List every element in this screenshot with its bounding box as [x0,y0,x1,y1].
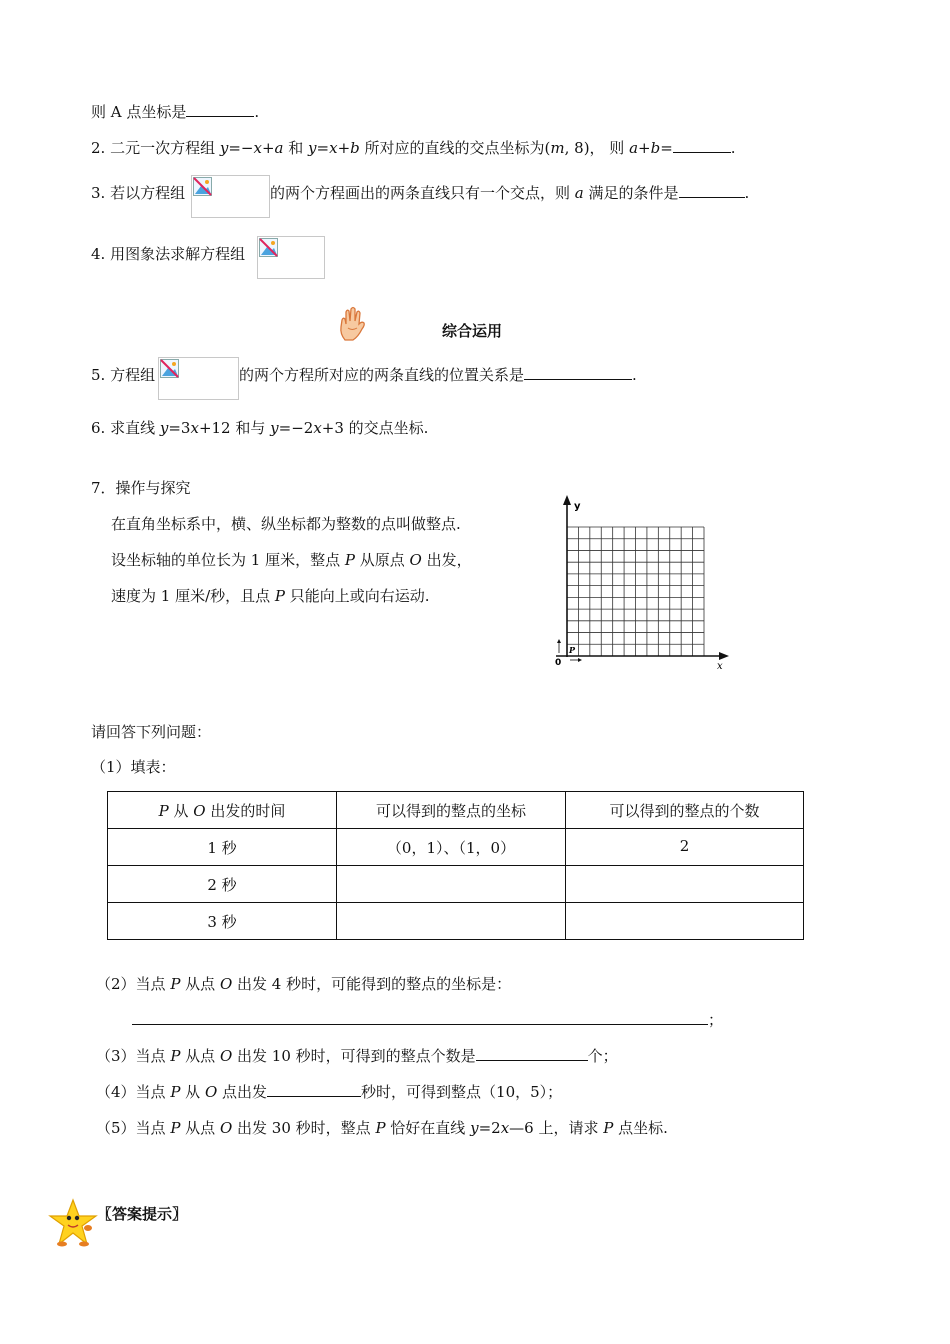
p5-var: O [219,1119,233,1137]
part5-line [96,1118,668,1138]
grid-lines [567,527,704,656]
p2-text: 从点 [180,975,220,993]
header-cell [108,792,337,829]
part2-line [96,974,511,994]
q2-var: y [219,139,229,157]
part2-answer-line [132,1010,723,1030]
q5-text: 的两个方程所对应的两条直线的位置关系是 [239,366,525,384]
broken-image-icon [160,359,180,379]
y-axis-arrow-icon [563,495,571,505]
table-cell[interactable] [566,866,804,903]
q2-text: 所对应的直线的交点坐标为( [359,139,551,157]
p4-blank[interactable] [267,1082,361,1097]
broken-image-icon [193,177,213,197]
p4-text: 从 [180,1083,205,1101]
q2-var: a [629,139,639,157]
hand-icon [336,306,368,342]
table-row [108,829,804,866]
q2-text: + [337,139,351,157]
q6-text: =−2 [278,419,314,437]
section-title: 综合运用 [442,322,503,340]
p5-var: y [470,1119,479,1137]
p3-var: P [170,1047,181,1065]
q6-text: 6. 求直线 [91,419,160,437]
point-p-label: P [569,645,576,655]
part4-line [96,1082,562,1102]
q7-text: 出发， [421,551,472,569]
p5-text: （5）当点 [96,1119,171,1137]
q7-line-1: 在直角坐标系中，横、纵坐标都为整数的点叫做整点. [111,515,461,533]
q1-line: 则 A 点坐标是 . [91,103,260,121]
q2-text: = [660,139,673,157]
right-arrow-head-icon [578,658,582,662]
q3-text: 3. 若以方程组 [91,184,186,202]
p2-var: P [170,975,181,993]
part3-line [96,1046,618,1066]
table-cell[interactable] [566,903,804,940]
q7-text: 速度为 1 厘米/秒，且点 [111,587,275,605]
up-arrow-head-icon [557,639,561,643]
ask-line: 请回答下列问题： [91,723,212,741]
p2-text: 出发 4 秒时，可能得到的整点的坐标是： [232,975,512,993]
p3-var: O [219,1047,233,1065]
p2-blank[interactable] [132,1010,708,1025]
header-text: 出发的时间 [205,802,286,820]
p5-text: 从点 [180,1119,220,1137]
p5-text: —6 上，请求 [509,1119,604,1137]
p5-var: P [603,1119,614,1137]
p2-text: ； [708,1011,724,1029]
q2-var: b [650,139,661,157]
q2-var: x [329,139,338,157]
p5-text: 恰好在直线 [385,1119,471,1137]
q7-var: P [274,587,285,605]
q6-var: y [270,419,279,437]
q7-text: 设坐标轴的单位长为 1 厘米，整点 [111,551,345,569]
q2-text: 和 [283,139,309,157]
header-cell: 可以得到的整点的个数 [566,792,804,829]
p5-text: =2 [478,1119,501,1137]
q3-equation-image [191,175,270,218]
table-cell: 3 秒 [108,903,337,940]
q2-text: + [261,139,275,157]
q7-title: 7．操作与探究 [91,479,191,497]
p4-text: 点出发 [217,1083,268,1101]
table-row [108,903,804,940]
p5-text: 出发 30 秒时，整点 [232,1119,376,1137]
q1-blank[interactable] [186,102,254,117]
q3-var: a [574,184,584,202]
header-cell: 可以得到的整点的坐标 [337,792,566,829]
q7-var: O [409,551,422,569]
p5-var: P [170,1119,181,1137]
p3-text: 出发 10 秒时，可得到的整点个数是 [232,1047,476,1065]
q3-text: 满足的条件是 [583,184,679,202]
table-cell[interactable] [337,903,566,940]
p2-var: O [219,975,233,993]
q5-blank[interactable] [524,365,632,380]
header-text: 从 [168,802,194,820]
q5-line-b: 的两个方程所对应的两条直线的位置关系是 . [239,366,637,384]
p2-text: （2）当点 [96,975,171,993]
q6-text: +3 的交点坐标. [321,419,429,437]
p3-text: （3）当点 [96,1047,171,1065]
q1-text: 则 A 点坐标是 [91,103,187,121]
answer-hint-title: 〖答案提示〗 [97,1205,188,1223]
p4-text: 秒时，可得到整点（10，5）； [361,1083,563,1101]
q2-var: a [274,139,284,157]
coordinate-grid [548,493,738,673]
q6-var: x [313,419,322,437]
q7-line-2 [111,550,472,570]
p3-text: 从点 [180,1047,220,1065]
q7-text: 从原点 [354,551,410,569]
q3-blank[interactable] [679,183,745,198]
answer-table [107,791,804,940]
header-var: P [158,802,169,820]
q2-text: 2. 二元一次方程组 [91,139,220,157]
x-axis-label: x [717,661,723,672]
q2-var: b [350,139,360,157]
star-mascot-icon [48,1198,98,1248]
q2-var: x [253,139,262,157]
p5-text: 点坐标. [613,1119,668,1137]
q6-line [91,418,428,438]
q4-equation-image [257,236,325,279]
q3-line-a [91,183,185,203]
table-cell: （0，1）、（1，0） [337,829,566,866]
p4-text: （4）当点 [96,1083,171,1101]
q4-line [91,244,245,264]
table-cell: 2 秒 [108,866,337,903]
y-axis-label: y [574,501,581,512]
q5-equation-image [158,357,239,400]
q2-text: , 8)， 则 [564,139,630,157]
header-var: O [193,802,206,820]
q5-text: 5. 方程组 [91,366,156,384]
p3-blank[interactable] [476,1046,588,1061]
p4-var: O [204,1083,218,1101]
q2-line: 2. 二元一次方程组 y=−x+a 和 y=x+b 所对应的直线的交点坐标为(m, 8)， 则 a+b= . [91,139,736,157]
q2-text: = [316,139,330,157]
p5-var: P [375,1119,386,1137]
broken-image-icon [259,238,279,258]
q2-text: + [638,139,651,157]
q6-var: x [190,419,199,437]
q7-var: P [344,551,355,569]
p4-var: P [170,1083,181,1101]
q6-var: y [159,419,169,437]
p5-var: x [500,1119,510,1137]
q5-line-a [91,365,155,385]
q3-text: 的两个方程画出的两条直线只有一个交点，则 [270,184,575,202]
table-header-row [108,792,804,829]
origin-label: 0 [555,658,562,668]
table-cell[interactable] [337,866,566,903]
q4-text: 4. 用图象法求解方程组 [91,245,246,263]
q2-var: y [308,139,317,157]
q2-var: m [550,139,565,157]
q6-text: +12 和与 [198,419,271,437]
q7-line-3 [111,586,430,606]
part1-line: （1）填表： [91,758,176,776]
q7-text: 只能向上或向右运动. [285,587,430,605]
table-row [108,866,804,903]
q6-text: =3 [168,419,191,437]
p3-text: 个； [587,1047,618,1065]
x-axis-arrow-icon [719,652,729,660]
q2-text: =− [228,139,254,157]
table-cell: 1 秒 [108,829,337,866]
table-cell: 2 [566,829,804,866]
q3-line-b: 的两个方程画出的两条直线只有一个交点，则 a 满足的条件是 . [270,184,750,202]
q2-blank[interactable] [673,138,731,153]
